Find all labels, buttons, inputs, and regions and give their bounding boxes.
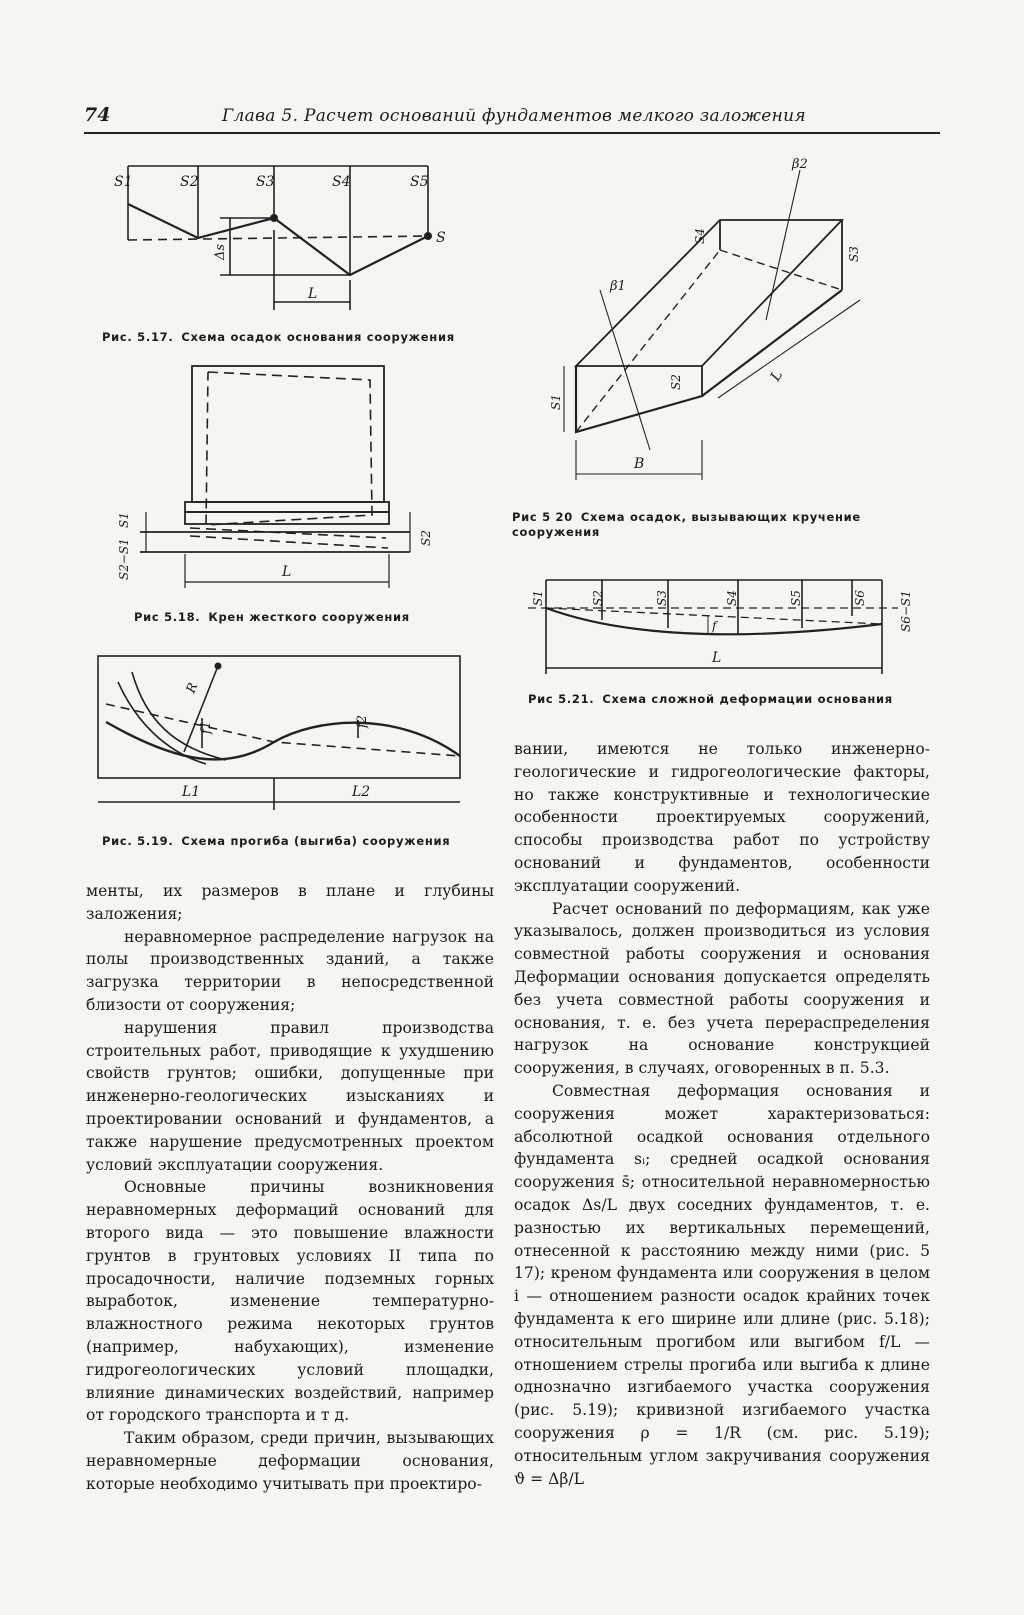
figure-5-17 xyxy=(110,160,470,320)
fig520-label-beta1: β1 xyxy=(610,279,626,294)
fig520-label-s4: S4 xyxy=(693,228,707,244)
fig521-label-l: L xyxy=(712,650,722,666)
left-paragraph-3: нарушения правил производства строительных работ, приводящие к ухудшению свойств грунтов; ошибки, допущенные при инженерно-геологических изысканиях и проектировании оснований и фундаментов, а также нарушение предусмотренных проектом условий эксплуатации сооружения. xyxy=(86,1018,494,1174)
caption-5-17 xyxy=(102,330,455,344)
fig519-label-l1: L1 xyxy=(182,784,201,800)
caption-5-21-number: Рис 5.21. xyxy=(528,692,595,706)
caption-5-17-number: Рис. 5.17. xyxy=(102,330,174,344)
right-paragraph-2: Расчет оснований по деформациям, как уже указывалось, должен производиться из условия совместной работы сооружения и основания Деформации основания допускается определять без учета совместной работы сооружения и основания, т. е. без учета перераспределения нагрузок на основание конструкцией сооружения, в случаях, оговоренных в п. 5.3. xyxy=(514,899,930,1078)
fig521-label-s6: S6 xyxy=(853,590,867,606)
caption-5-20-text: Схема осадок, вызывающих кручение сооружения xyxy=(512,510,861,539)
fig519-label-r: R xyxy=(183,680,202,696)
fig520-label-b: B xyxy=(634,456,645,472)
figure-5-19 xyxy=(96,652,476,824)
caption-5-19-number: Рис. 5.19. xyxy=(102,834,174,848)
fig521-label-s6-s1: S6−S1 xyxy=(899,590,913,632)
fig518-label-s1: S1 xyxy=(117,512,131,528)
caption-5-18-number: Рис 5.18. xyxy=(134,610,201,624)
figure-5-20 xyxy=(540,150,900,490)
fig517-label-s5: S5 xyxy=(410,174,429,190)
fig517-label-s1: S1 xyxy=(114,174,133,190)
left-column xyxy=(86,880,494,1496)
left-paragraph-2: неравномерное распределение нагрузок на полы производственных зданий, а также загрузка территории в непосредственной близости от сооружения; xyxy=(86,927,494,1014)
fig518-label-s2-s1: S2−S1 xyxy=(117,538,131,580)
figure-5-21 xyxy=(518,572,928,682)
fig521-label-s1: S1 xyxy=(531,590,545,606)
caption-5-18 xyxy=(134,610,410,624)
caption-5-19 xyxy=(102,834,450,848)
figure-5-18 xyxy=(110,360,470,600)
fig519-label-f2: f2 xyxy=(355,714,370,728)
caption-5-20 xyxy=(512,510,926,540)
page-number: 74 xyxy=(84,104,111,126)
fig521-label-s2: S2 xyxy=(591,590,605,606)
header-rule xyxy=(84,132,940,134)
left-paragraph-1: менты, их размеров в плане и глубины заложения; xyxy=(86,882,494,923)
fig517-label-s: S xyxy=(436,230,446,246)
left-paragraph-5: Таким образом, среди причин, вызывающих неравномерные деформации основания, которые необходимо учитывать при проектиро- xyxy=(86,1429,494,1493)
right-paragraph-1: вании, имеются не только инженерно-геологические и гидрогеологические факторы, но также конструктивные и технологические особенности проектируемых сооружений, способы производства работ по устройству оснований и фундаментов, особенности эксплуатации сооружений. xyxy=(514,740,930,895)
fig521-label-s3: S3 xyxy=(655,590,669,606)
fig521-label-s5: S5 xyxy=(789,590,803,606)
caption-5-21 xyxy=(528,692,893,706)
fig517-label-s4: S4 xyxy=(332,174,351,190)
fig521-label-f: f xyxy=(712,619,717,633)
caption-5-18-text: Крен жесткого сооружения xyxy=(208,610,410,624)
caption-5-21-text: Схема сложной деформации основания xyxy=(602,692,893,706)
fig521-label-s4: S4 xyxy=(725,590,739,606)
caption-5-17-text: Схема осадок основания сооружения xyxy=(181,330,455,344)
left-paragraph-4: Основные причины возникновения неравномерных деформаций оснований для второго вида — это повышение влажности грунтов в грунтовых условиях II типа по просадочности, наличие подземных горных выработок, изменение температурно-влажностного режима некоторых грунтов (например, набухающих), изменение гидрогеологических условий площадки, влияние динамических воздействий, например от городского транспорта и т д. xyxy=(86,1178,494,1425)
fig517-label-s3: S3 xyxy=(256,174,275,190)
fig520-label-s2: S2 xyxy=(669,374,683,390)
fig520-label-beta2: β2 xyxy=(792,157,808,172)
caption-5-19-text: Схема прогиба (выгиба) сооружения xyxy=(181,834,451,848)
fig519-label-l2: L2 xyxy=(352,784,371,800)
fig519-label-f1: f1 xyxy=(199,720,214,734)
fig520-label-s1: S1 xyxy=(549,394,563,410)
right-column xyxy=(514,738,930,1490)
fig517-label-l: L xyxy=(308,286,318,302)
right-paragraph-3: Совместная деформация основания и сооружения может характеризоваться: абсолютной осадкой основания отдельного фундамента sᵢ; средней осадкой основания сооружения s̄; относительной неравномерностью осадок Δs/L двух соседних фундаментов, т. е. разностью их вертикальных перемещений, отнесенной к расстоянию между ними (рис. 5 17); креном фундамента или сооружения в целом i — отношением разности осадок крайних точек фундамента к его ширине или длине (рис. 5.18); относительным прогибом или выгибом f/L — отношением стрелы прогиба или выгиба к длине однозначно изгибаемого участка сооружения (рис. 5.19); кривизной изгибаемого участка сооружения ρ = 1/R (см. рис. 5.19); относительным углом закручивания сооружения ϑ = Δβ/L xyxy=(514,1081,930,1488)
fig517-label-s2: S2 xyxy=(180,174,199,190)
caption-5-20-number: Рис 5 20 xyxy=(512,510,573,524)
fig520-label-l: L xyxy=(767,367,787,384)
fig518-label-s2: S2 xyxy=(419,530,433,546)
fig517-label-delta-s: Δs xyxy=(213,243,228,260)
fig520-label-s3: S3 xyxy=(847,246,861,262)
chapter-title: Глава 5. Расчет оснований фундаментов мелкого заложения xyxy=(222,106,806,126)
fig518-label-l: L xyxy=(282,564,292,580)
